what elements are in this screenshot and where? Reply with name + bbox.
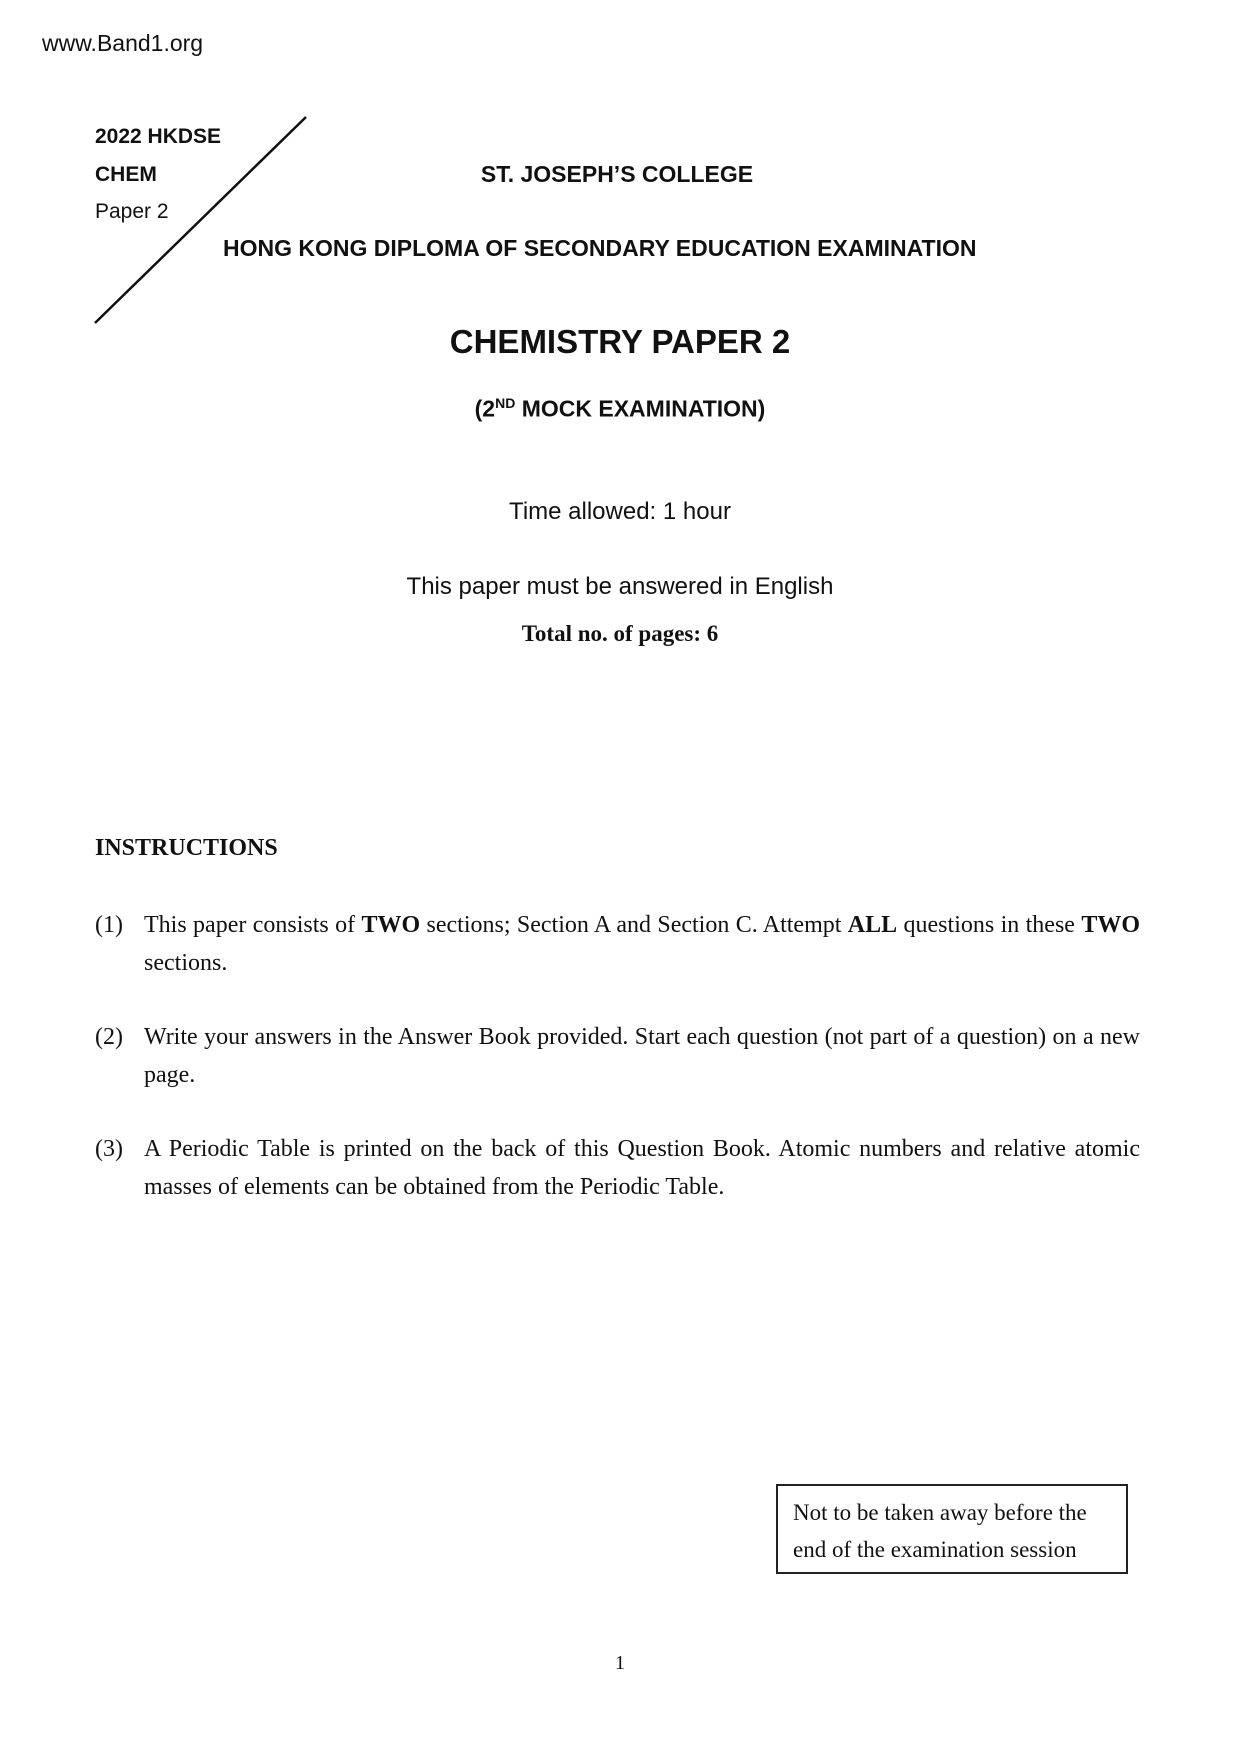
text-bold: TWO bbox=[1081, 912, 1140, 938]
instruction-item-1 bbox=[95, 906, 1140, 982]
total-pages: Total no. of pages: 6 bbox=[521, 621, 719, 646]
text-part: sections. bbox=[144, 950, 228, 976]
corner-paper: Paper 2 bbox=[95, 200, 169, 223]
corner-subject: CHEM bbox=[95, 163, 157, 186]
item-text: Write your answers in the Answer Book provided. Start each question (not part of a question) on a new page. bbox=[144, 1024, 1140, 1088]
paper-title: CHEMISTRY PAPER 2 bbox=[449, 323, 791, 360]
item-number: (2) bbox=[95, 1024, 123, 1050]
instruction-item-2 bbox=[95, 1018, 1140, 1094]
notice-line-1: Not to be taken away before the bbox=[793, 1500, 1087, 1525]
text-part: questions in these bbox=[897, 912, 1082, 938]
page-number: 1 bbox=[615, 1652, 625, 1674]
subtitle-open: (2 bbox=[474, 395, 496, 422]
corner-year: 2022 HKDSE bbox=[95, 125, 222, 148]
school-name bbox=[0, 161, 1240, 188]
instructions-heading: INSTRUCTIONS bbox=[95, 835, 278, 861]
school-name-text: ST. JOSEPH’S COLLEGE bbox=[480, 161, 754, 187]
language-note: This paper must be answered in English bbox=[406, 573, 834, 600]
item-text bbox=[144, 906, 1140, 982]
item-number: (3) bbox=[95, 1136, 123, 1162]
time-allowed: Time allowed: 1 hour bbox=[509, 498, 731, 525]
paper-subtitle bbox=[0, 395, 1240, 423]
notice-line-2: end of the examination session bbox=[793, 1537, 1077, 1562]
text-part: sections; Section A and Section C. Attempt bbox=[420, 912, 848, 938]
item-number: (1) bbox=[95, 912, 123, 938]
text-bold: TWO bbox=[361, 912, 421, 938]
subtitle-rest: MOCK EXAMINATION) bbox=[515, 395, 766, 422]
watermark: www.Band1.org bbox=[42, 30, 204, 56]
notice-box bbox=[776, 1484, 1128, 1574]
instruction-item-3 bbox=[95, 1130, 1140, 1206]
text-bold: ALL bbox=[847, 912, 898, 938]
exam-name: HONG KONG DIPLOMA OF SECONDARY EDUCATION EXAMINATION bbox=[223, 235, 977, 261]
item-text: A Periodic Table is printed on the back of this Question Book. Atomic numbers and relative atomic masses of elements can be obtained from the Periodic Table. bbox=[144, 1136, 1140, 1200]
subtitle-sup: ND bbox=[495, 395, 516, 411]
text-part: This paper consists of bbox=[144, 912, 362, 938]
